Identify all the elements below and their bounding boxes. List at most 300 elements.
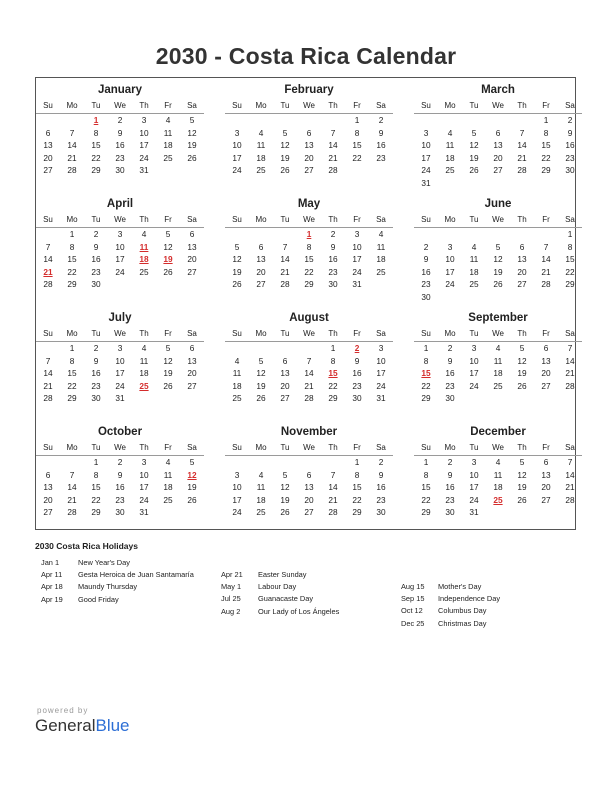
day-cell: 13 [187, 241, 197, 252]
day-cell: 3 [234, 127, 240, 138]
day-cell: 24 [232, 507, 242, 517]
weekday-label: Mo [444, 215, 456, 224]
week-row [225, 278, 393, 291]
weekday-header [414, 441, 582, 456]
weekday-label: We [303, 443, 315, 452]
day-cell: 18 [469, 266, 479, 277]
day-cell: 29 [352, 507, 362, 517]
day-cell: 26 [163, 380, 173, 391]
day-cell: 2 [447, 343, 453, 353]
day-cell: 12 [517, 469, 527, 480]
empty-day-cell [156, 164, 180, 177]
day-cell: 6 [543, 457, 549, 467]
day-cell: 10 [232, 482, 242, 492]
day-cell: 9 [330, 241, 336, 252]
day-cell: 14 [328, 140, 338, 150]
holiday-date: Jul 25 [221, 594, 241, 604]
weekday-label: Fr [164, 329, 172, 338]
weekday-label: Th [517, 443, 527, 452]
day-cell: 8 [423, 469, 429, 480]
weekday-label: Sa [565, 329, 575, 338]
day-cell: 15 [91, 482, 101, 492]
day-cell: 24 [469, 494, 479, 505]
day-cell: 6 [258, 241, 264, 252]
day-cell: 2 [354, 343, 360, 353]
day-cell: 3 [117, 343, 123, 353]
holiday-row [221, 593, 339, 605]
day-cell: 13 [541, 355, 551, 366]
day-cell: 3 [471, 343, 477, 353]
weekday-label: Mo [66, 101, 78, 110]
day-cell: 17 [115, 254, 125, 264]
day-cell: 17 [139, 140, 149, 150]
holiday-column [41, 557, 194, 606]
weekday-header [225, 327, 393, 342]
weekday-label: Su [421, 329, 431, 338]
weekday-label: Th [328, 443, 338, 452]
day-cell: 22 [421, 380, 431, 391]
weekday-label: Fr [542, 329, 550, 338]
empty-day-cell [486, 392, 510, 405]
day-cell: 19 [187, 482, 197, 492]
empty-day-cell [438, 114, 462, 127]
day-cell: 21 [565, 368, 575, 378]
day-cell: 19 [232, 266, 242, 277]
day-cell: 28 [67, 507, 77, 517]
day-cell: 20 [304, 494, 314, 505]
empty-day-cell [273, 456, 297, 469]
day-cell: 19 [517, 482, 527, 492]
day-cell: 26 [493, 279, 503, 289]
day-cell: 19 [280, 494, 290, 505]
weekday-label: Th [328, 101, 338, 110]
day-cell: 11 [139, 355, 149, 366]
day-cell: 4 [258, 469, 264, 480]
month-march [414, 82, 582, 189]
week-row [225, 241, 393, 254]
weekday-label: Fr [542, 443, 550, 452]
week-row [36, 152, 204, 165]
empty-day-cell [180, 506, 204, 519]
day-cell: 2 [117, 457, 123, 467]
week-row [225, 355, 393, 368]
day-cell: 26 [280, 165, 290, 175]
day-cell: 12 [517, 355, 527, 366]
weekday-label: Sa [376, 101, 386, 110]
day-cell: 25 [376, 266, 386, 277]
week-row [225, 266, 393, 279]
weekday-label: Th [139, 443, 149, 452]
day-cell: 25 [256, 507, 266, 517]
day-cell: 16 [328, 254, 338, 264]
day-cell: 17 [445, 266, 455, 277]
holiday-name: Gesta Heroica de Juan Santamaría [78, 570, 194, 580]
week-row [414, 228, 582, 241]
day-cell: 6 [45, 469, 51, 480]
day-cell: 14 [304, 368, 314, 378]
day-cell: 7 [306, 355, 312, 366]
week-row [414, 355, 582, 368]
week-row [225, 127, 393, 140]
day-cell: 11 [493, 355, 503, 366]
week-row [225, 253, 393, 266]
weekday-label: Tu [280, 101, 290, 110]
day-cell: 13 [43, 140, 53, 150]
day-cell: 23 [445, 494, 455, 505]
day-cell: 28 [280, 279, 290, 289]
day-cell: 16 [91, 254, 101, 264]
day-cell: 17 [232, 494, 242, 505]
day-cell: 22 [91, 494, 101, 505]
day-cell: 18 [139, 254, 149, 264]
day-cell: 24 [115, 266, 125, 277]
day-cell: 17 [469, 368, 479, 378]
day-cell: 15 [352, 482, 362, 492]
day-cell: 2 [447, 457, 453, 467]
week-row [36, 392, 204, 405]
day-cell: 9 [423, 254, 429, 264]
day-cell: 25 [256, 165, 266, 175]
day-cell: 18 [139, 368, 149, 378]
day-cell: 27 [541, 494, 551, 505]
page-title: 2030 - Costa Rica Calendar [155, 43, 457, 69]
holiday-name: Mother's Day [438, 582, 482, 591]
day-cell: 15 [328, 368, 338, 378]
empty-day-cell [486, 228, 510, 241]
holiday-name: Columbus Day [438, 606, 487, 616]
day-cell: 8 [567, 241, 573, 252]
week-row [414, 253, 582, 266]
day-cell: 22 [304, 266, 314, 277]
day-cell: 26 [187, 494, 197, 505]
day-cell: 15 [352, 140, 362, 150]
empty-day-cell [108, 278, 132, 291]
day-cell: 31 [139, 507, 149, 517]
day-cell: 24 [115, 380, 125, 391]
weekday-label: Sa [565, 215, 575, 224]
day-cell: 17 [469, 482, 479, 492]
day-cell: 23 [352, 380, 362, 391]
empty-day-cell [534, 177, 558, 190]
weekday-label: Mo [255, 443, 267, 452]
empty-day-cell [369, 278, 393, 291]
day-cell: 20 [43, 152, 53, 163]
day-cell: 21 [565, 482, 575, 492]
weekday-label: Sa [187, 443, 197, 452]
day-cell: 30 [328, 279, 338, 289]
day-cell: 30 [445, 507, 455, 517]
weekday-label: Th [139, 101, 149, 110]
week-row [414, 177, 582, 190]
day-cell: 5 [471, 127, 477, 138]
week-row [414, 494, 582, 507]
day-cell: 29 [565, 279, 575, 289]
month-name: April [106, 198, 134, 210]
weekday-label: Su [43, 443, 53, 452]
day-cell: 23 [376, 494, 386, 505]
week-row [414, 481, 582, 494]
day-cell: 6 [495, 127, 501, 138]
day-cell: 10 [115, 355, 125, 366]
holiday-date: Aug 15 [401, 582, 425, 591]
weekday-label: Su [43, 215, 53, 224]
day-cell: 26 [517, 380, 527, 391]
day-cell: 3 [378, 343, 384, 353]
day-cell: 8 [423, 355, 429, 366]
empty-day-cell [345, 164, 369, 177]
day-cell: 25 [139, 380, 149, 391]
day-cell: 11 [163, 127, 173, 138]
day-cell: 24 [352, 266, 362, 277]
day-cell: 28 [304, 393, 314, 403]
empty-day-cell [510, 114, 534, 127]
weekday-label: Fr [353, 101, 361, 110]
day-cell: 2 [567, 115, 573, 125]
day-cell: 22 [91, 152, 101, 163]
day-cell: 20 [43, 494, 53, 505]
day-cell: 11 [376, 241, 386, 252]
day-cell: 8 [354, 127, 360, 138]
empty-day-cell [156, 506, 180, 519]
day-cell: 24 [421, 165, 431, 175]
week-row [36, 253, 204, 266]
day-cell: 20 [541, 482, 551, 492]
weekday-label: Sa [565, 101, 575, 110]
holiday-date: Apr 18 [41, 582, 63, 592]
empty-day-cell [36, 228, 60, 241]
day-cell: 27 [304, 165, 314, 175]
weekday-label: Su [43, 329, 53, 338]
empty-day-cell [132, 392, 156, 405]
empty-day-cell [156, 278, 180, 291]
day-cell: 12 [469, 140, 479, 150]
day-cell: 7 [45, 355, 51, 366]
day-cell: 1 [354, 115, 360, 125]
day-cell: 30 [565, 165, 575, 175]
day-cell: 6 [306, 469, 312, 480]
day-cell: 21 [541, 266, 551, 277]
weekday-label: We [492, 443, 504, 452]
day-cell: 24 [445, 279, 455, 289]
day-cell: 25 [163, 494, 173, 505]
weekday-header [414, 327, 582, 342]
day-cell: 8 [69, 355, 75, 366]
month-june [414, 196, 582, 303]
weekday-label: Tu [91, 215, 101, 224]
day-cell: 21 [304, 380, 314, 391]
day-cell: 18 [376, 254, 386, 264]
week-row [36, 506, 204, 519]
weekday-label: Tu [91, 329, 101, 338]
day-cell: 20 [280, 380, 290, 391]
week-row [225, 494, 393, 507]
empty-day-cell [438, 177, 462, 190]
month-name: November [280, 426, 338, 438]
month-name: February [284, 84, 334, 96]
week-row [414, 291, 582, 304]
day-cell: 10 [139, 469, 149, 480]
week-row [414, 139, 582, 152]
holiday-name: Good Friday [78, 594, 119, 604]
day-cell: 25 [232, 393, 242, 403]
day-cell: 30 [352, 393, 362, 403]
day-cell: 20 [517, 266, 527, 277]
weekday-label: Th [517, 215, 527, 224]
week-row [414, 456, 582, 469]
day-cell: 18 [256, 152, 266, 163]
day-cell: 11 [493, 469, 503, 480]
week-row [36, 278, 204, 291]
day-cell: 27 [493, 165, 503, 175]
day-cell: 27 [541, 380, 551, 391]
week-row [36, 127, 204, 140]
day-cell: 26 [232, 279, 242, 289]
empty-day-cell [273, 114, 297, 127]
day-cell: 2 [93, 229, 99, 239]
empty-day-cell [486, 291, 510, 304]
day-cell: 10 [469, 355, 479, 366]
day-cell: 15 [67, 254, 77, 264]
weekday-label: Su [421, 443, 431, 452]
day-cell: 27 [280, 393, 290, 403]
day-cell: 22 [67, 380, 77, 391]
day-cell: 27 [187, 266, 197, 277]
day-cell: 5 [189, 457, 195, 467]
empty-day-cell [510, 177, 534, 190]
day-cell: 19 [256, 380, 266, 391]
day-cell: 16 [115, 140, 125, 150]
weekday-label: Th [517, 329, 527, 338]
holiday-date: Apr 19 [41, 594, 63, 604]
month-april [36, 196, 204, 291]
day-cell: 12 [232, 254, 242, 264]
day-cell: 29 [541, 165, 551, 175]
day-cell: 7 [519, 127, 525, 138]
weekday-label: Su [232, 329, 242, 338]
day-cell: 24 [376, 380, 386, 391]
weekday-label: Fr [542, 215, 550, 224]
day-cell: 9 [117, 469, 123, 480]
day-cell: 4 [471, 241, 477, 252]
weekday-label: Mo [66, 443, 78, 452]
empty-day-cell [486, 506, 510, 519]
week-row [225, 152, 393, 165]
day-cell: 1 [423, 343, 429, 353]
day-cell: 9 [354, 355, 360, 366]
day-cell: 1 [69, 229, 75, 239]
day-cell: 28 [541, 279, 551, 289]
day-cell: 31 [115, 393, 125, 403]
day-cell: 24 [232, 165, 242, 175]
month-name: August [289, 312, 329, 324]
week-row [414, 114, 582, 127]
weekday-label: Tu [91, 443, 101, 452]
holiday-name: Independence Day [438, 594, 501, 604]
empty-day-cell [225, 228, 249, 241]
day-cell: 4 [165, 457, 171, 467]
empty-day-cell [534, 392, 558, 405]
day-cell: 7 [45, 241, 51, 252]
week-row [36, 380, 204, 393]
month-name: September [468, 312, 528, 324]
day-cell: 14 [67, 482, 77, 492]
month-name: June [484, 198, 512, 210]
day-cell: 10 [232, 140, 242, 150]
week-row [36, 481, 204, 494]
day-cell: 18 [232, 380, 242, 391]
day-cell: 5 [519, 343, 525, 353]
day-cell: 23 [115, 152, 125, 163]
day-cell: 25 [163, 152, 173, 163]
empty-day-cell [321, 456, 345, 469]
month-name: July [108, 312, 132, 324]
day-cell: 8 [69, 241, 75, 252]
day-cell: 29 [91, 507, 101, 517]
week-row [414, 342, 582, 355]
week-row [414, 164, 582, 177]
week-row [225, 481, 393, 494]
day-cell: 17 [232, 152, 242, 163]
week-row [36, 494, 204, 507]
holiday-name: New Year's Day [78, 558, 130, 567]
weekday-header [225, 441, 393, 456]
weekday-label: Sa [187, 101, 197, 110]
holiday-date: Dec 25 [401, 618, 425, 628]
day-cell: 3 [117, 229, 123, 239]
day-cell: 17 [421, 152, 431, 163]
week-row [36, 266, 204, 279]
day-cell: 3 [447, 241, 453, 252]
day-cell: 28 [43, 393, 53, 403]
day-cell: 30 [421, 291, 431, 302]
day-cell: 24 [139, 152, 149, 163]
day-cell: 31 [376, 393, 386, 403]
empty-day-cell [180, 278, 204, 291]
weekday-label: Fr [353, 329, 361, 338]
day-cell: 14 [565, 469, 575, 480]
day-cell: 5 [165, 229, 171, 239]
day-cell: 27 [304, 507, 314, 517]
weekday-label: Fr [353, 443, 361, 452]
empty-day-cell [225, 456, 249, 469]
week-row [414, 152, 582, 165]
day-cell: 9 [567, 127, 573, 138]
generalblue-logo[interactable] [35, 716, 130, 736]
month-february [225, 82, 393, 177]
day-cell: 14 [67, 140, 77, 150]
day-cell: 20 [541, 368, 551, 378]
empty-day-cell [297, 456, 321, 469]
day-cell: 17 [115, 368, 125, 378]
week-row [225, 367, 393, 380]
empty-day-cell [156, 392, 180, 405]
weekday-label: Fr [353, 215, 361, 224]
day-cell: 29 [91, 165, 101, 175]
weekday-label: We [303, 101, 315, 110]
empty-day-cell [249, 342, 273, 355]
day-cell: 31 [421, 177, 431, 188]
weekday-label: Su [421, 101, 431, 110]
day-cell: 23 [421, 279, 431, 289]
day-cell: 28 [67, 165, 77, 175]
day-cell: 21 [43, 266, 53, 277]
day-cell: 7 [69, 127, 75, 138]
empty-day-cell [558, 291, 582, 304]
day-cell: 16 [115, 482, 125, 492]
day-cell: 31 [352, 279, 362, 289]
day-cell: 28 [565, 494, 575, 505]
empty-day-cell [36, 456, 60, 469]
